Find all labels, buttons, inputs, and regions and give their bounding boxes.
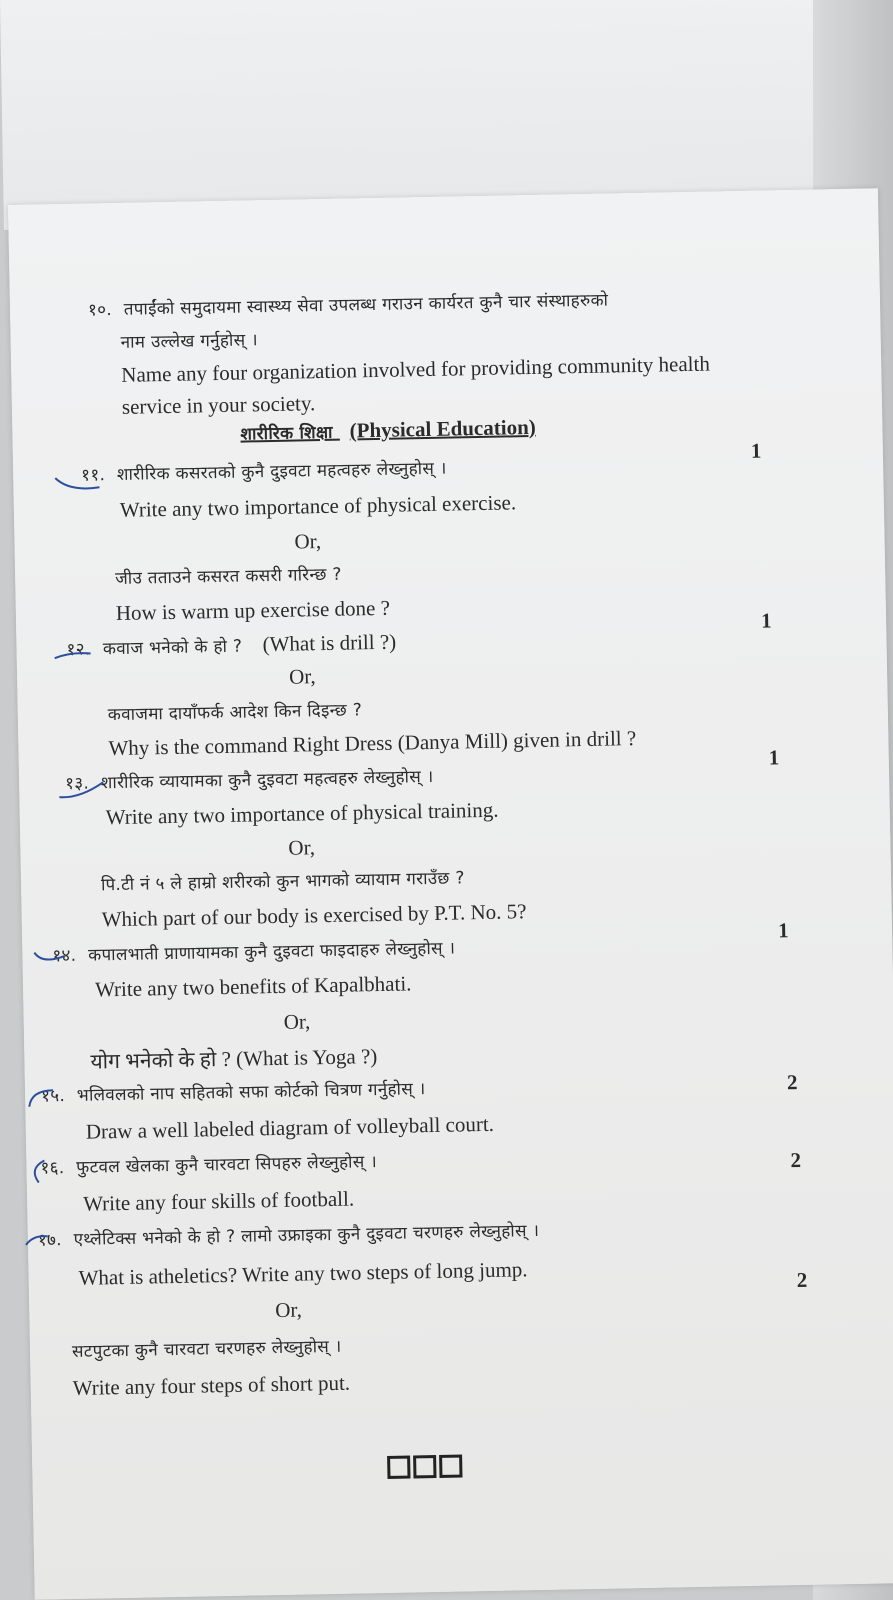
q11-alt-en: How is warm up exercise done ? xyxy=(115,595,391,626)
exam-content xyxy=(8,188,893,1599)
pen-tick-mark-icon xyxy=(53,473,103,496)
q10-np-line2: नाम उल्लेख गर्नुहोस् । xyxy=(120,330,259,353)
q16-np xyxy=(40,1150,377,1180)
end-marker-icon xyxy=(387,1455,462,1479)
q13-np xyxy=(65,765,434,796)
pen-tick-mark-icon xyxy=(25,1084,55,1111)
q15-number: १५. xyxy=(40,1086,66,1107)
q11-or: Or, xyxy=(294,529,322,554)
q15-mark: 2 xyxy=(786,1070,798,1095)
q17-mark: 2 xyxy=(796,1267,808,1293)
q11-mark: 1 xyxy=(750,438,762,463)
q13-alt-en: Which part of our body is exercised by P.T. No. 5? xyxy=(101,899,527,932)
q13-mark: 1 xyxy=(768,745,780,770)
q14-alt: योग भनेको के हो ? (What is Yoga ?) xyxy=(90,1044,378,1074)
q12-en-text: (What is drill ?) xyxy=(262,629,397,657)
q16-np-text: फुटवल खेलका कुनै चारवटा सिपहरु लेख्नुहोस् । xyxy=(76,1152,378,1178)
q12-or: Or, xyxy=(288,664,316,689)
q12-np-text: कवाज भनेको के हो ? xyxy=(102,636,243,660)
q11-np-text: शारीरिक कसरतको कुनै दुइवटा महत्वहरु लेख्नुहोस् । xyxy=(116,458,447,485)
q14-mark: 1 xyxy=(777,918,789,943)
q12-alt-en: Why is the command Right Dress (Danya Mill) given in drill ? xyxy=(108,726,637,761)
q11-np xyxy=(81,457,447,488)
pen-bracket-mark-icon xyxy=(26,1156,49,1184)
q10-number: १०. xyxy=(87,300,113,321)
q14-np xyxy=(52,937,455,969)
q12-question xyxy=(66,630,396,662)
q12-mark: 1 xyxy=(760,608,772,633)
q16-mark: 2 xyxy=(790,1147,802,1173)
pen-strike-mark-icon xyxy=(53,647,93,664)
q17-en: What is atheletics? Write any two steps of long jump. xyxy=(78,1257,528,1290)
q13-alt-np: पि.टी नं ५ ले हाम्रो शरीरको कुन भागको व्यायाम गराउँछ ? xyxy=(100,868,465,896)
exam-paper xyxy=(8,188,893,1599)
q17-np-text: एथ्लेटिक्स भनेको के हो ? लामो उफ्राइका कुनै दुइवटा चरणहरु लेख्नुहोस् । xyxy=(73,1220,540,1250)
section-heading xyxy=(240,415,536,447)
q15-np xyxy=(41,1077,426,1108)
pen-tick-mark-icon xyxy=(57,778,107,803)
q13-en: Write any two importance of physical training. xyxy=(105,797,499,830)
q10-en-line1: Name any four organization involved for providing community health xyxy=(121,351,711,387)
q15-en: Draw a well labeled diagram of volleyball court. xyxy=(85,1111,495,1144)
q14-np-text: कपालभाती प्राणायामका कुनै दुइवटा फाइदाहरु लेख्नुहोस् । xyxy=(87,938,456,966)
section-heading-np: शारीरिक शिक्षा xyxy=(240,422,333,445)
q13-or: Or, xyxy=(288,835,316,860)
q10-np-line1 xyxy=(88,288,609,322)
q11-en: Write any two importance of physical exercise. xyxy=(119,490,517,522)
q16-en: Write any four skills of football. xyxy=(82,1186,355,1216)
q11-alt-np: जीउ तताउने कसरत कसरी गरिन्छ ? xyxy=(115,564,342,590)
q17-or: Or, xyxy=(275,1297,303,1323)
q10-np-text: तपाईंको समुदायमा स्वास्थ्य सेवा उपलब्ध गराउन कार्यरत कुनै चार संस्थाहरुको xyxy=(123,290,609,320)
q17-np xyxy=(38,1219,540,1253)
q16-number: १६. xyxy=(40,1158,65,1179)
section-heading-en: (Physical Education) xyxy=(349,414,536,443)
q13-number: १३. xyxy=(64,773,90,795)
q14-en: Write any two benefits of Kapalbhati. xyxy=(94,971,412,1002)
q12-number: १२. xyxy=(66,639,91,660)
q14-number: १४. xyxy=(52,945,77,967)
pen-tick-mark-icon xyxy=(24,1230,50,1250)
pen-tick-mark-icon xyxy=(32,946,68,967)
q14-or: Or, xyxy=(283,1009,311,1034)
q10-en-line2: service in your society. xyxy=(121,391,316,419)
q15-np-text: भलिवलको नाप सहितको सफा कोर्टको चित्रण गर्नुहोस् । xyxy=(76,1079,426,1106)
q17-alt-np: सटपुटका कुनै चारवटा चरणहरु लेख्नुहोस् । xyxy=(71,1336,342,1362)
q12-alt-np: कवाजमा दायाँफर्क आदेश किन दिइन्छ ? xyxy=(107,700,363,726)
q17-number: १७. xyxy=(37,1230,63,1251)
q17-alt-en: Write any four steps of short put. xyxy=(72,1370,351,1400)
q13-np-text: शारीरिक व्यायामका कुनै दुइवटा महत्वहरु लेख्नुहोस् । xyxy=(100,766,434,794)
q11-number: ११. xyxy=(81,465,106,486)
